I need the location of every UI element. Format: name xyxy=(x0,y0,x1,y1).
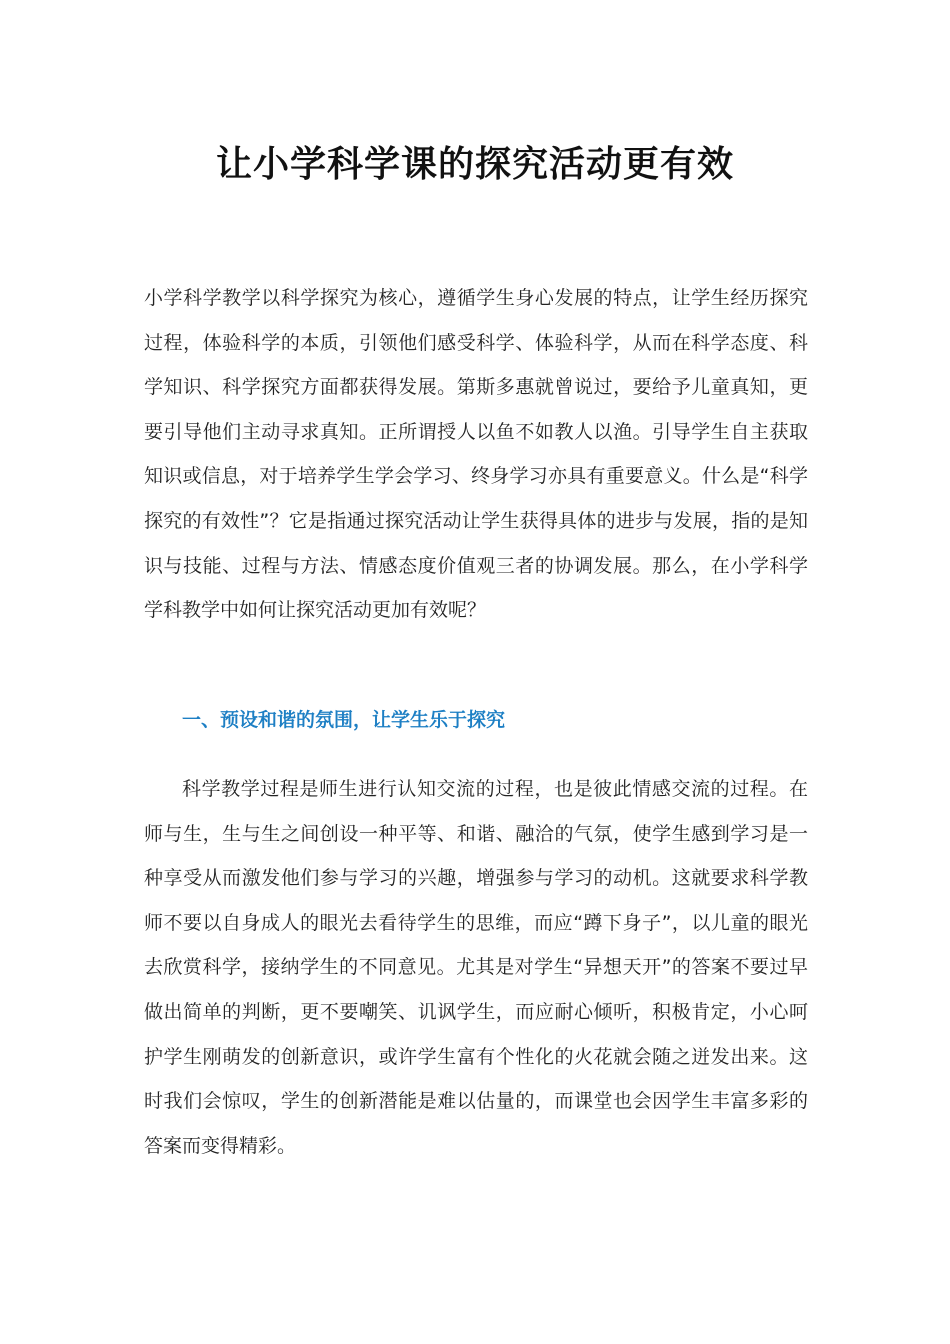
section-heading-1: 一、预设和谐的氛围，让学生乐于探究 xyxy=(182,709,506,731)
intro-paragraph: 小学科学教学以科学探究为核心，遵循学生身心发展的特点，让学生经历探究过程，体验科学的本质，引领他们感受科学、体验科学，从而在科学态度、科学知识、科学探究方面都获得发展。第斯多惠就曾说过，要给予儿童真知，更要引导他们主动寻求真知。正所谓授人以鱼不如教人以渔。引导学生自主获取知识或信息，对于培养学生学会学习、终身学习亦具有重要意义。什么是“科学探究的有效性”？它是指通过探究活动让学生获得具体的进步与发展，指的是知识与技能、过程与方法、情感态度价值观三者的协调发展。那么，在小学科学学科教学中如何让探究活动更加有效呢？ xyxy=(144,287,808,622)
document-title: 让小学科学课的探究活动更有效 xyxy=(215,144,734,185)
section-1-paragraph: 科学教学过程是师生进行认知交流的过程，也是彼此情感交流的过程。在师与生，生与生之间创设一种平等、和谐、融洽的气氛，使学生感到学习是一种享受从而激发他们参与学习的兴趣，增强参与学习的动机。这就要求科学教师不要以自身成人的眼光去看待学生的思维，而应“蹲下身子”，以儿童的眼光去欣赏科学，接纳学生的不同意见。尤其是对学生“异想天开”的答案不要过早做出简单的判断，更不要嘲笑、讥讽学生，而应耐心倾听，积极肯定，小心呵护学生刚萌发的创新意识，或许学生富有个性化的火花就会随之迸发出来。这时我们会惊叹，学生的创新潜能是难以估量的，而课堂也会因学生丰富多彩的答案而变得精彩。 xyxy=(144,778,808,1157)
